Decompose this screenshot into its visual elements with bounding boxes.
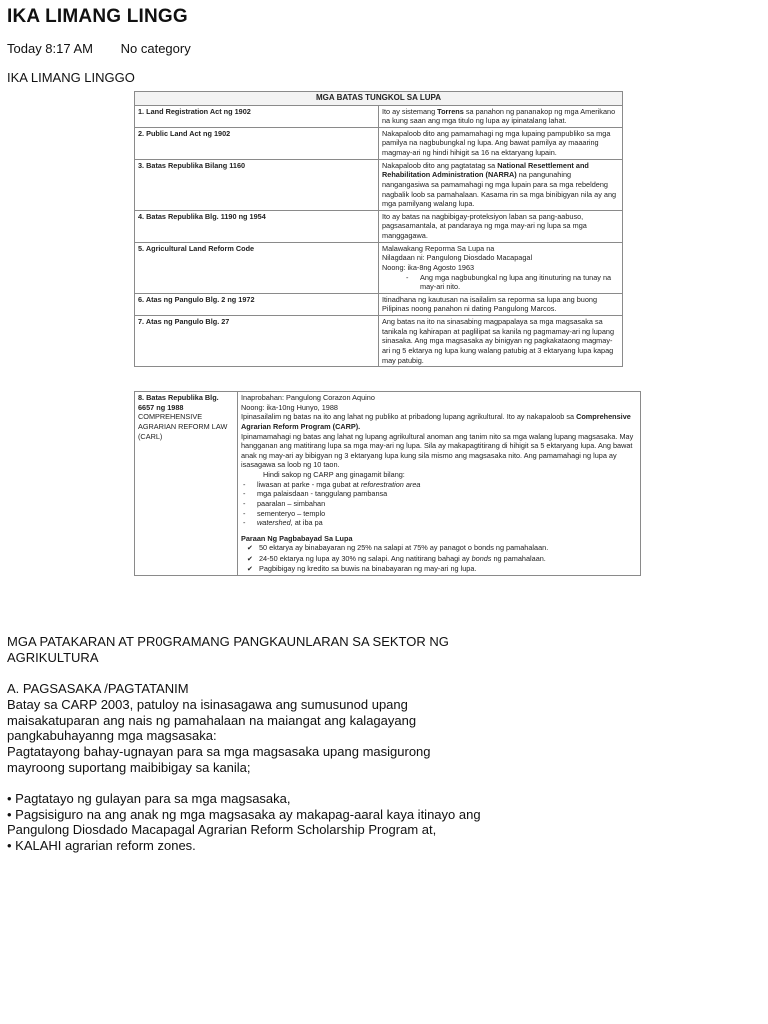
note-category[interactable]: No category [120,41,191,56]
law-name: 4. Batas Republika Blg. 1190 ng 1954 [135,210,379,242]
law-description: Itinadhana ng kautusan na isailalim sa reporma sa lupa ang buong Pilipinas noong panahon ni dating Pangulong Marcos. [379,293,623,315]
law-name: 7. Atas ng Pangulo Blg. 27 [135,316,379,367]
note-meta [7,41,191,56]
law-description: Inaprobahan: Pangulong Corazon Aquino Noong: ika-10ng Hunyo, 1988 Ipinasailalim ng batas na ito ang lahat ng publiko at pribadong lupang agrikultural. Ito ay nakapaloob sa Comprehensive Agrarian Reform Program (CARP). Ipinamamahagi ng batas ang lahat ng lupang agrikultural anoman ang tanim nito sa mga walang lupang magsasaka. May hangganan ang matitirang lupa sa mga may-ari ng lupa. Sila ay makapagtitirang di hihigit sa 5 ektaryang lupa. Ang bawat anak ng may-ari ay bibigyan ng 3 ektaryang lupa kung sila mismo ang magsasaka nito. Ang pamamahagi ng lupa ay isasagawa sa loob ng 10 taon. Hindi sakop ng CARP ang ginagamit bilang: - liwasan at parke - mga gubat at reforestration area - mga palaisdaan - tanggulang pambansa - paaralan – simbahan - sementeryo – templo - watershed, at iba pa Paraan Ng Pagbabayad Sa Lupa ✔ 50 ektarya ay binabayaran ng 25% na salapi at 75% ay panagot o bonds ng pamahalaan. ✔ 24-50 ektarya ng lupa ay 30% ng salapi. Ang natitirang bahagi ay bonds ng pamahalaan. ✔ Pagbibigay ng kredito sa buwis na binabayaran ng may-ari ng lupa. [238,392,641,576]
law-description: Ang batas na ito na sinasabing magpapalaya sa mga magsasaka sa tanikala ng kahirapan at paglilipat sa kanila ng pagmamay-ari ng lupang sinasaka. Ang mga magsasaka ay binigyan ng pagkakataong magmay-ari ng 5 ektarya ng lupa kung walang patubig at 3 ektaryang lupa kapag may patubig. [379,316,623,367]
laws-table-image-2 [134,391,641,576]
law-description: Nakapaloob dito ang pagtatatag sa National Resettlement and Rehabilitation Administration (NARRA) na pangunahing nangangasiwa sa pamamahagi ng mga lupain para sa mga rebeldeng nagbalik loob sa pamahalaan. Kasama rin sa mga binibigyan nila ay ang mga pamilyang walang lupa. [379,159,623,210]
paragraph-line: pangkabuhayanng mga magsasaka: [7,728,217,744]
bullet-item: • Pagsisiguro na ang anak ng mga magsasaka ay makapag-aaral kaya itinayo ang [7,806,481,822]
law-description: Malawakang Reporma Sa Lupa na Nilagdaan ni: Pangulong Diosdado Macapagal Noong: ika-8ng Agosto 1963 - Ang mga nagbubungkal ng lupa ang itinuturing na tunay na may-ari nito. [379,242,623,293]
laws-table-image-1 [134,91,623,367]
law-name: 5. Agricultural Land Reform Code [135,242,379,293]
law-description: Ito ay batas na nagbibigay-proteksiyon laban sa pang-aabuso, pagsasamantala, at pandaraya ng mga may-ari ng lupa sa mga manggagawa. [379,210,623,242]
law-name: 6. Atas ng Pangulo Blg. 2 ng 1972 [135,293,379,315]
bullet-item: • Pagtatayo ng gulayan para sa mga magsasaka, [7,791,291,806]
table-row [135,293,623,315]
table-row [135,316,623,367]
law-name: 8. Batas Republika Blg. 6657 ng 1988 COMPREHENSIVE AGRARIAN REFORM LAW (CARL) [135,392,238,576]
bullet-item: Pangulong Diosdado Macapagal Agrarian Reform Scholarship Program at, [7,822,437,838]
table-row [135,242,623,293]
paragraph-line: Batay sa CARP 2003, patuloy na isinasagawa ang sumusunod upang [7,696,408,712]
note-subtitle: IKA LIMANG LINGGO [7,70,135,85]
table-row [135,127,623,159]
law-description: Ito ay sistemang Torrens sa panahon ng pananakop ng mga Amerikano na kung saan ang mga titulo ng lupa ay ipinatalang lahat. [379,105,623,127]
table-row [135,210,623,242]
note-body[interactable] [7,634,747,854]
subsection-heading: A. PAGSASAKA /PAGTATANIM [7,681,189,697]
paragraph-line: maisakatuparan ang nais ng pamahalaan na maiangat ang kalagayang [7,712,417,728]
note-timestamp: Today 8:17 AM [7,41,93,56]
section-heading: MGA PATAKARAN AT PR0GRAMANG PANGKAUNLARAN SA SEKTOR NG [7,634,449,649]
law-name: 1. Land Registration Act ng 1902 [135,105,379,127]
law-name: 2. Public Land Act ng 1902 [135,127,379,159]
law-description: Nakapaloob dito ang pamamahagi ng mga lupaing pampubliko sa mga pamilya na nagbubungkal ng lupa. Ang bawat pamilya ay maaaring magmay-ari ng hindi hihigit sa 16 na ektaryang lupain. [379,127,623,159]
law-name: 3. Batas Republika Bilang 1160 [135,159,379,210]
paragraph-line: Pagtatayong bahay-ugnayan para sa mga magsasaka upang masigurong [7,743,431,759]
bullet-item: • KALAHI agrarian reform zones. [7,838,196,854]
table-row [135,105,623,127]
table-row [135,159,623,210]
paragraph-line: mayroong suportang maibibigay sa kanila; [7,759,251,775]
table-header: MGA BATAS TUNGKOL SA LUPA [135,92,623,106]
table-header-row [135,92,623,106]
section-heading: AGRIKULTURA [7,649,99,665]
table-row [135,392,641,576]
note-title: IKA LIMANG LINGG [7,6,188,27]
